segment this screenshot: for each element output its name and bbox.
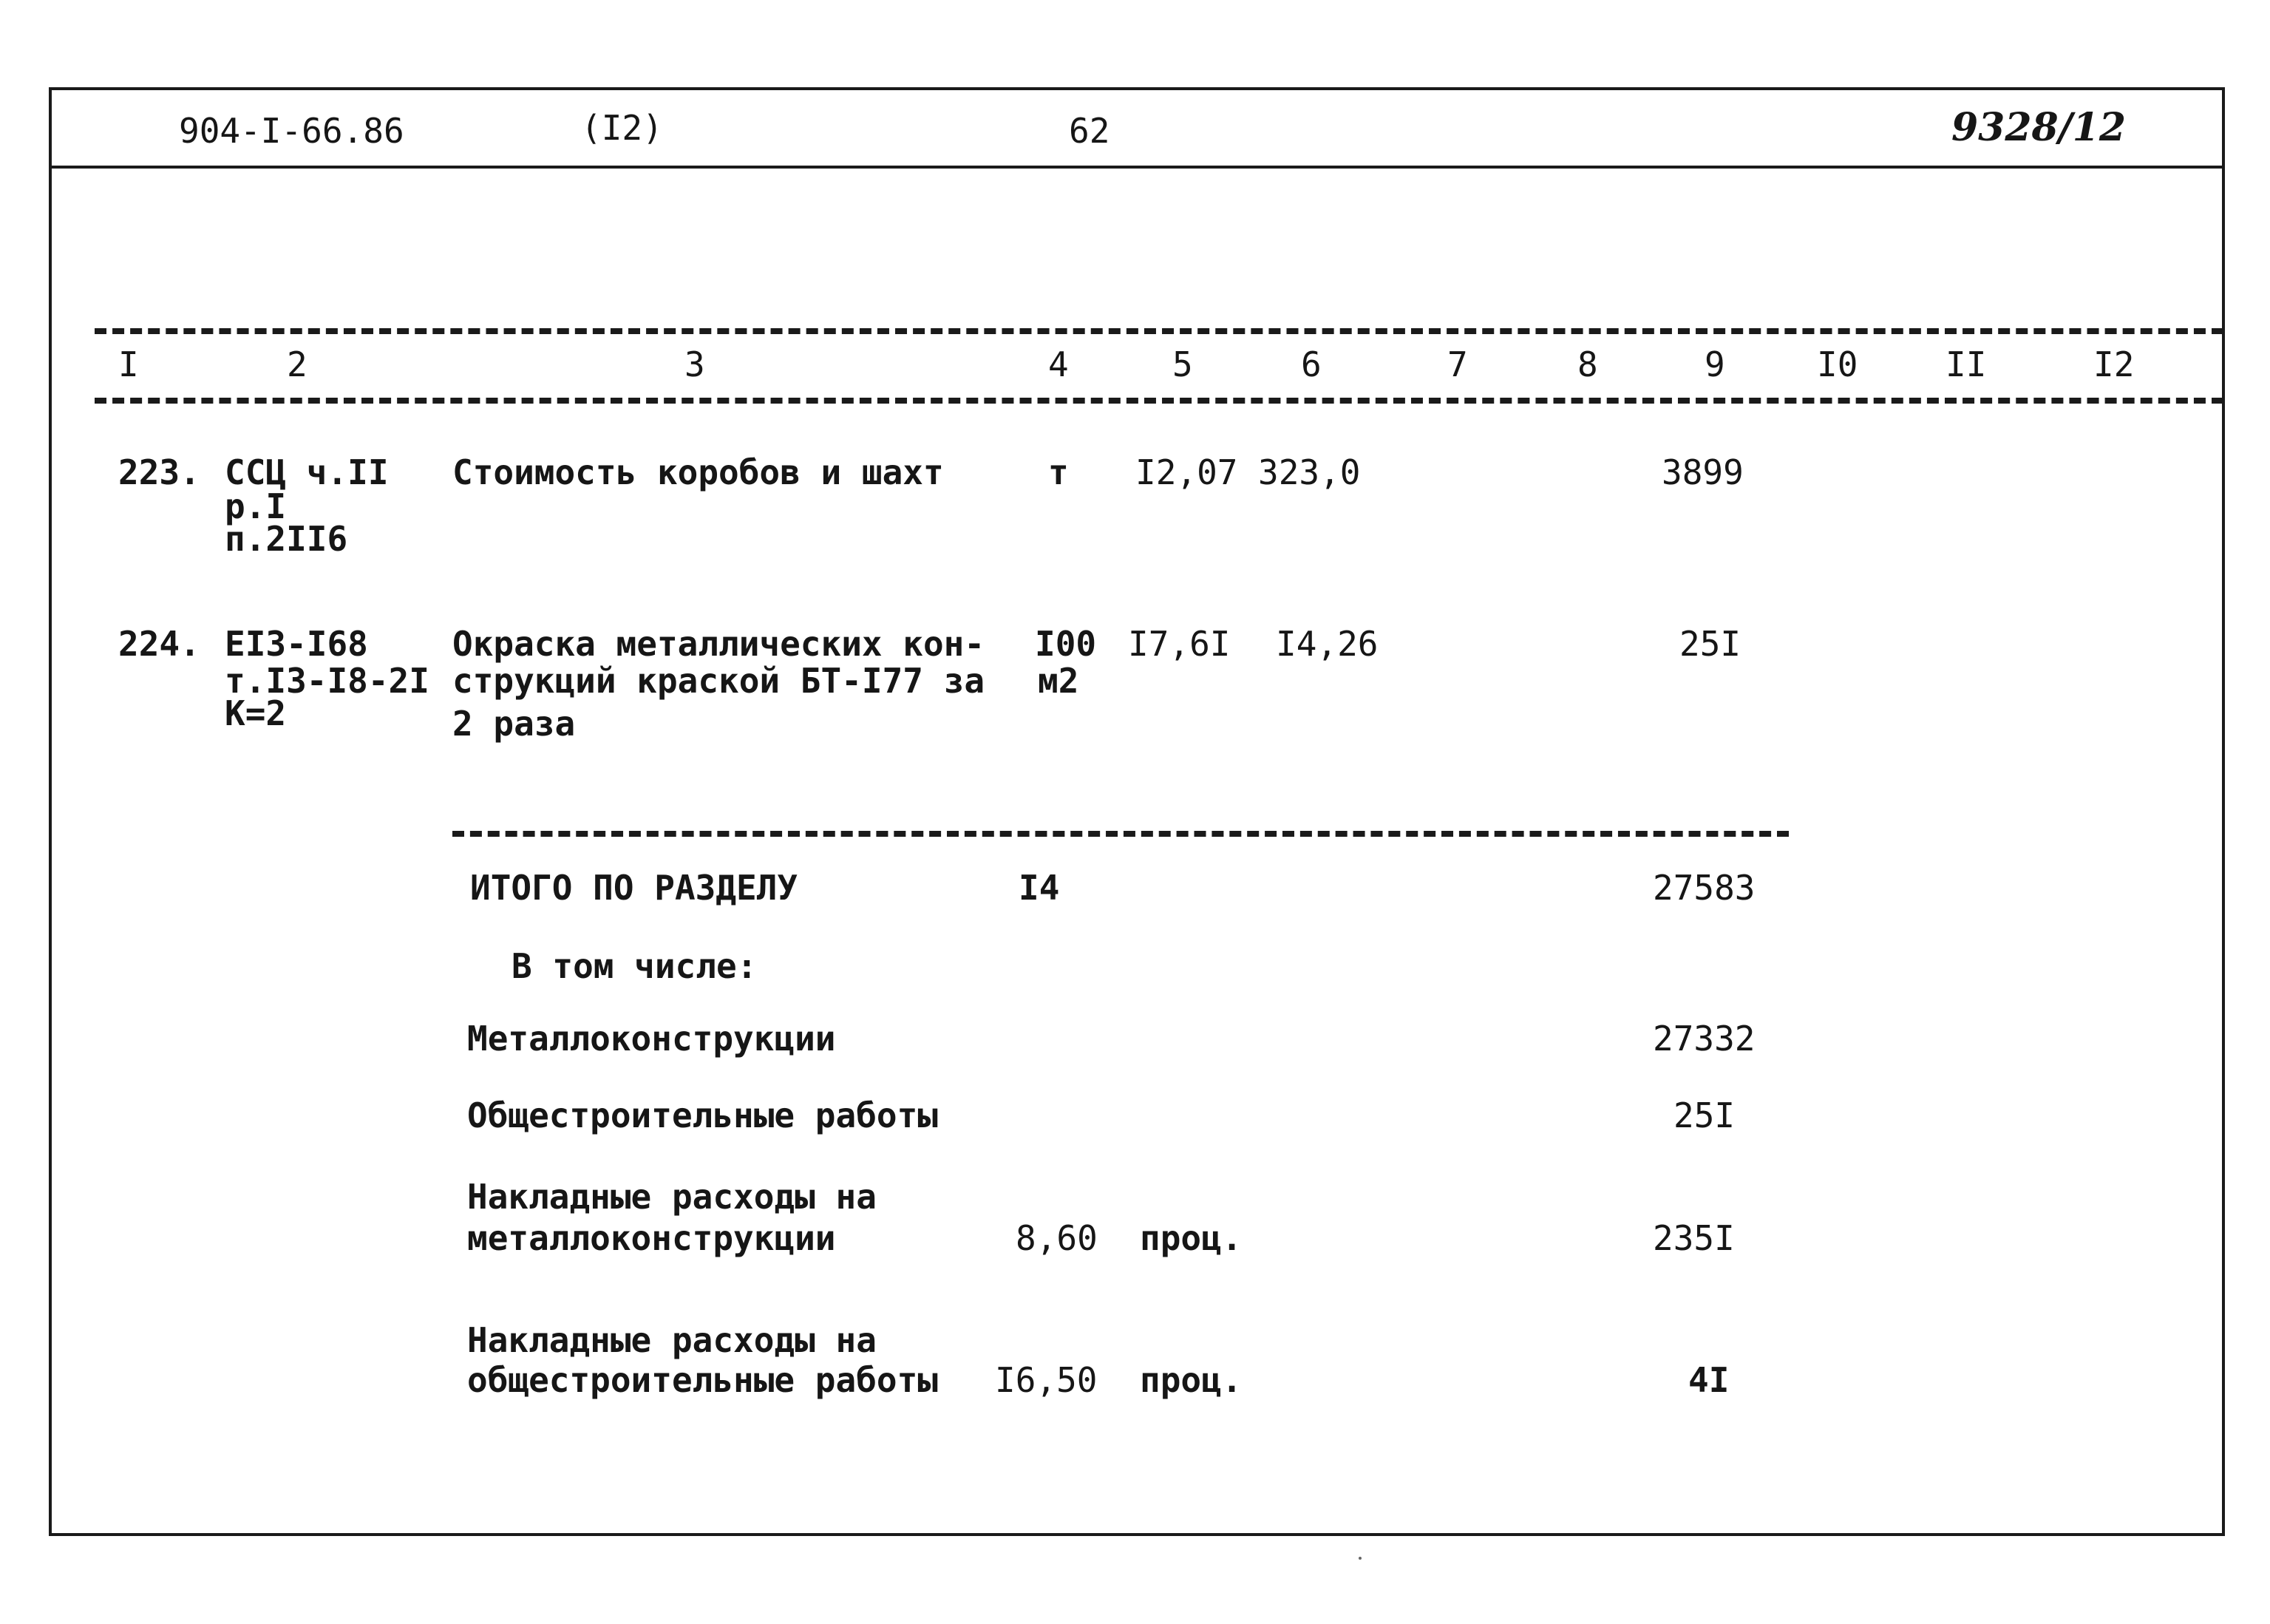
row-name-line: струкций краской БТ-I77 за: [452, 661, 985, 701]
including-label: В том числе:: [512, 946, 758, 986]
row-name-line: 2 раза: [452, 704, 576, 744]
summary-item-label: Общестроительные работы: [467, 1095, 938, 1135]
row-code-line: т.I3-I8-2I: [225, 661, 429, 701]
scan-speck: [1359, 1557, 1362, 1560]
inventory-number: 9328/12: [1951, 105, 2127, 150]
document-code: 904-I-66.86: [179, 111, 404, 151]
page-frame: [49, 87, 2225, 1536]
column-header-5: 5: [1172, 344, 1193, 384]
summary-item-value: 235I: [1653, 1218, 1735, 1258]
section-total-value: 27583: [1653, 868, 1756, 908]
column-header-8: 8: [1577, 344, 1598, 384]
column-header-4: 4: [1048, 344, 1069, 384]
column-header-bottom-rule: [95, 398, 2223, 404]
column-header-3: 3: [684, 344, 705, 384]
row-number: 223.: [118, 452, 200, 492]
row-code-line: EI3-I68: [225, 624, 368, 664]
row-quantity: I2,07: [1135, 452, 1238, 492]
summary-item-label: металлоконструкции: [467, 1218, 836, 1258]
section-total-label: ИТОГО ПО РАЗДЕЛУ: [470, 868, 798, 908]
sheet-reference: (I2): [581, 108, 663, 148]
summary-item-rate-unit: проц.: [1140, 1218, 1243, 1258]
row-unit-price: I4,26: [1276, 624, 1379, 664]
summary-item-rate: I6,50: [995, 1360, 1098, 1400]
row-code-line: п.2II6: [225, 519, 348, 559]
summary-item-value: 4I: [1688, 1360, 1730, 1400]
header-divider: [52, 166, 2222, 169]
summary-item-label: общестроительные работы: [467, 1360, 938, 1400]
column-header-11: II: [1946, 344, 1987, 384]
section-total-count: I4: [1019, 868, 1060, 908]
row-code-line: р.I: [225, 486, 287, 526]
summary-item-label: Накладные расходы на: [467, 1177, 877, 1217]
summary-rule: [452, 831, 1789, 837]
row-quantity: I7,6I: [1128, 624, 1231, 664]
column-header-6: 6: [1301, 344, 1322, 384]
column-header-7: 7: [1447, 344, 1468, 384]
row-total: 25I: [1679, 624, 1741, 664]
column-header-1: I: [118, 344, 139, 384]
row-code-line: K=2: [225, 693, 287, 733]
summary-item-label: Накладные расходы на: [467, 1320, 877, 1360]
page-number: 62: [1069, 111, 1110, 151]
column-header-top-rule: [95, 328, 2223, 334]
row-name-line: Окраска металлических кон-: [452, 624, 985, 664]
column-header-2: 2: [287, 344, 307, 384]
row-unit: т: [1048, 452, 1069, 492]
row-total: 3899: [1662, 452, 1744, 492]
summary-item-rate: 8,60: [1016, 1218, 1098, 1258]
row-name-line: Стоимость коробов и шахт: [452, 452, 944, 492]
summary-item-value: 25I: [1673, 1095, 1736, 1135]
summary-item-rate-unit: проц.: [1140, 1360, 1243, 1400]
column-header-9: 9: [1705, 344, 1725, 384]
summary-item-value: 27332: [1653, 1019, 1756, 1059]
row-number: 224.: [118, 624, 200, 664]
summary-item-label: Металлоконструкции: [467, 1019, 836, 1059]
row-unit: I00: [1035, 624, 1097, 664]
column-header-10: I0: [1817, 344, 1858, 384]
row-unit: м2: [1038, 661, 1079, 701]
row-code-line: ССЦ ч.II: [225, 452, 389, 492]
column-header-12: I2: [2093, 344, 2135, 384]
row-unit-price: 323,0: [1258, 452, 1361, 492]
